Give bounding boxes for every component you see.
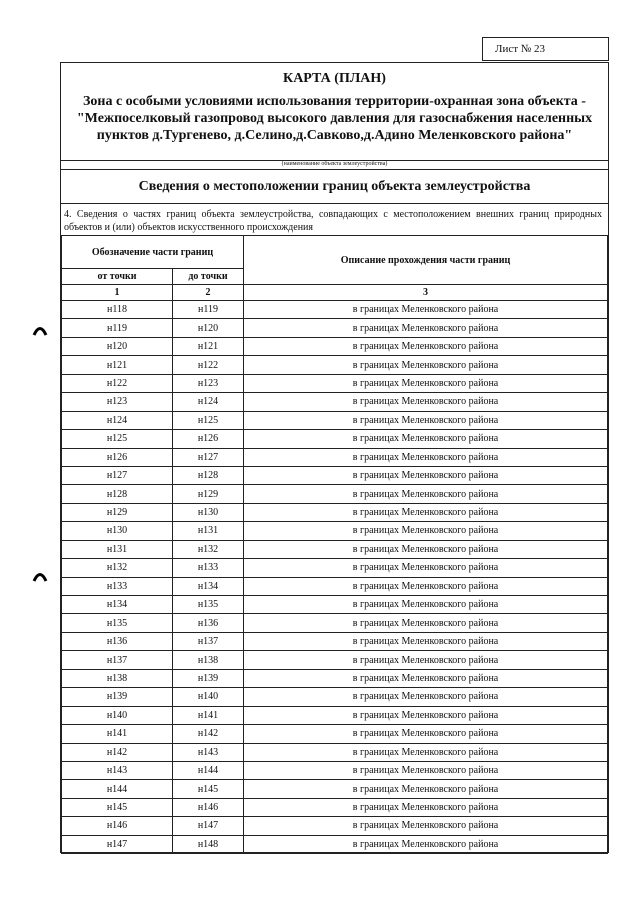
description-cell: в границах Меленковского района [244,337,608,355]
from-point-cell: н128 [62,485,173,503]
description-cell: в границах Меленковского района [244,596,608,614]
table-row [62,743,608,761]
to-point-cell: н126 [173,430,244,448]
from-point-cell: н145 [62,798,173,816]
from-point-cell: н141 [62,725,173,743]
section-title: Сведения о местоположении границ объекта землеустройства [138,179,531,194]
table-row [62,632,608,650]
to-point-cell: н148 [173,835,244,853]
description-cell: в границах Меленковского района [244,522,608,540]
table-row [62,614,608,632]
description-cell: в границах Меленковского района [244,448,608,466]
from-point-cell: н121 [62,356,173,374]
from-point-cell: н139 [62,688,173,706]
from-point-cell: н140 [62,706,173,724]
table-row [62,577,608,595]
from-point-cell: н136 [62,632,173,650]
to-point-cell: н142 [173,725,244,743]
to-point-cell: н141 [173,706,244,724]
table-row [62,688,608,706]
to-point-cell: н133 [173,559,244,577]
from-point-cell: н142 [62,743,173,761]
table-row [62,725,608,743]
description-cell: в границах Меленковского района [244,614,608,632]
table-row [62,319,608,337]
from-point-cell: н132 [62,559,173,577]
description-cell: в границах Меленковского района [244,430,608,448]
to-point-cell: н139 [173,669,244,687]
from-point-cell: н118 [62,301,173,319]
to-point-cell: н124 [173,393,244,411]
object-name-caption: (наименование объекта землеустройства) [281,161,388,167]
title-block [61,63,608,160]
table-row [62,651,608,669]
table-row [62,337,608,355]
to-point-cell: н144 [173,761,244,779]
binding-hole-mark-top [32,322,48,338]
to-point-cell: н134 [173,577,244,595]
description-cell: в границах Меленковского района [244,393,608,411]
description-cell: в границах Меленковского района [244,780,608,798]
document-title: КАРТА (ПЛАН) [283,71,386,86]
to-point-cell: н138 [173,651,244,669]
table-row [62,466,608,484]
table-row [62,411,608,429]
table-row [62,559,608,577]
table-row [62,798,608,816]
to-point-cell: н123 [173,374,244,392]
to-point-cell: н137 [173,632,244,650]
description-cell: в границах Меленковского района [244,485,608,503]
from-point-cell: н127 [62,466,173,484]
document-frame [60,62,609,853]
table-row [62,706,608,724]
to-point-cell: н129 [173,485,244,503]
from-point-cell: н129 [62,503,173,521]
from-point-cell: н125 [62,430,173,448]
description-cell: в границах Меленковского района [244,835,608,853]
to-point-cell: н122 [173,356,244,374]
description-cell: в границах Меленковского района [244,669,608,687]
table-row [62,817,608,835]
to-point-cell: н128 [173,466,244,484]
to-point-cell: н143 [173,743,244,761]
description-cell: в границах Меленковского района [244,798,608,816]
to-point-cell: н145 [173,780,244,798]
to-point-cell: н136 [173,614,244,632]
divider [61,203,608,204]
group-header: Обозначение части границ [62,236,244,269]
description-cell: в границах Меленковского района [244,743,608,761]
description-cell: в границах Меленковского района [244,374,608,392]
description-cell: в границах Меленковского района [244,319,608,337]
description-header: Описание прохождения части границ [244,236,608,285]
description-cell: в границах Меленковского района [244,725,608,743]
table-row [62,780,608,798]
table-row [62,485,608,503]
from-point-cell: н144 [62,780,173,798]
column-number: 2 [173,285,244,301]
to-point-header: до точки [173,269,244,285]
description-cell: в границах Меленковского района [244,356,608,374]
to-point-cell: н135 [173,596,244,614]
table-row [62,374,608,392]
table-row [62,430,608,448]
column-number: 1 [62,285,173,301]
from-point-cell: н119 [62,319,173,337]
from-point-cell: н133 [62,577,173,595]
description-cell: в границах Меленковского района [244,651,608,669]
table-row [62,596,608,614]
to-point-cell: н121 [173,337,244,355]
from-point-cell: н134 [62,596,173,614]
sheet-number: Лист № 23 [482,37,609,61]
to-point-cell: н131 [173,522,244,540]
description-cell: в границах Меленковского района [244,411,608,429]
to-point-cell: н125 [173,411,244,429]
table-row [62,301,608,319]
divider [61,169,608,170]
description-cell: в границах Меленковского района [244,688,608,706]
to-point-cell: н120 [173,319,244,337]
description-cell: в границах Меленковского района [244,301,608,319]
table-row [62,669,608,687]
boundary-table [61,235,608,854]
from-point-cell: н137 [62,651,173,669]
table-row [62,393,608,411]
document-subtitle: Зона с особыми условиями использования территории-охранная зона объекта -"Межпоселковый газопровод высокого давления для газоснабжения населенных пунктов д.Тургенево, д.Селино,д.Савково,д.Адино Меленковского района" [76,94,593,143]
from-point-cell: н122 [62,374,173,392]
table-row [62,540,608,558]
boundary-table-wrapper [61,235,608,854]
table-row [62,761,608,779]
description-cell: в границах Меленковского района [244,817,608,835]
description-cell: в границах Меленковского района [244,503,608,521]
from-point-cell: н135 [62,614,173,632]
from-point-cell: н146 [62,817,173,835]
to-point-cell: н132 [173,540,244,558]
from-point-cell: н123 [62,393,173,411]
from-point-cell: н143 [62,761,173,779]
description-cell: в границах Меленковского района [244,577,608,595]
to-point-cell: н146 [173,798,244,816]
column-number: 3 [244,285,608,301]
from-point-cell: н120 [62,337,173,355]
to-point-cell: н119 [173,301,244,319]
from-point-cell: н124 [62,411,173,429]
binding-hole-mark-bottom [32,568,48,584]
description-cell: в границах Меленковского района [244,466,608,484]
table-row [62,356,608,374]
from-point-cell: н126 [62,448,173,466]
from-point-cell: н147 [62,835,173,853]
table-row [62,448,608,466]
to-point-cell: н130 [173,503,244,521]
description-cell: в границах Меленковского района [244,632,608,650]
to-point-cell: н140 [173,688,244,706]
table-row [62,503,608,521]
description-cell: в границах Меленковского района [244,540,608,558]
description-cell: в границах Меленковского района [244,706,608,724]
description-cell: в границах Меленковского района [244,761,608,779]
from-point-cell: н138 [62,669,173,687]
section-note: 4. Сведения о частях границ объекта землеустройства, совпадающих с местоположением внешних границ природных объектов и (или) объектов искусственного происхождения [64,209,602,233]
from-point-header: от точки [62,269,173,285]
table-row [62,835,608,853]
table-row [62,522,608,540]
description-cell: в границах Меленковского района [244,559,608,577]
from-point-cell: н130 [62,522,173,540]
to-point-cell: н147 [173,817,244,835]
from-point-cell: н131 [62,540,173,558]
to-point-cell: н127 [173,448,244,466]
